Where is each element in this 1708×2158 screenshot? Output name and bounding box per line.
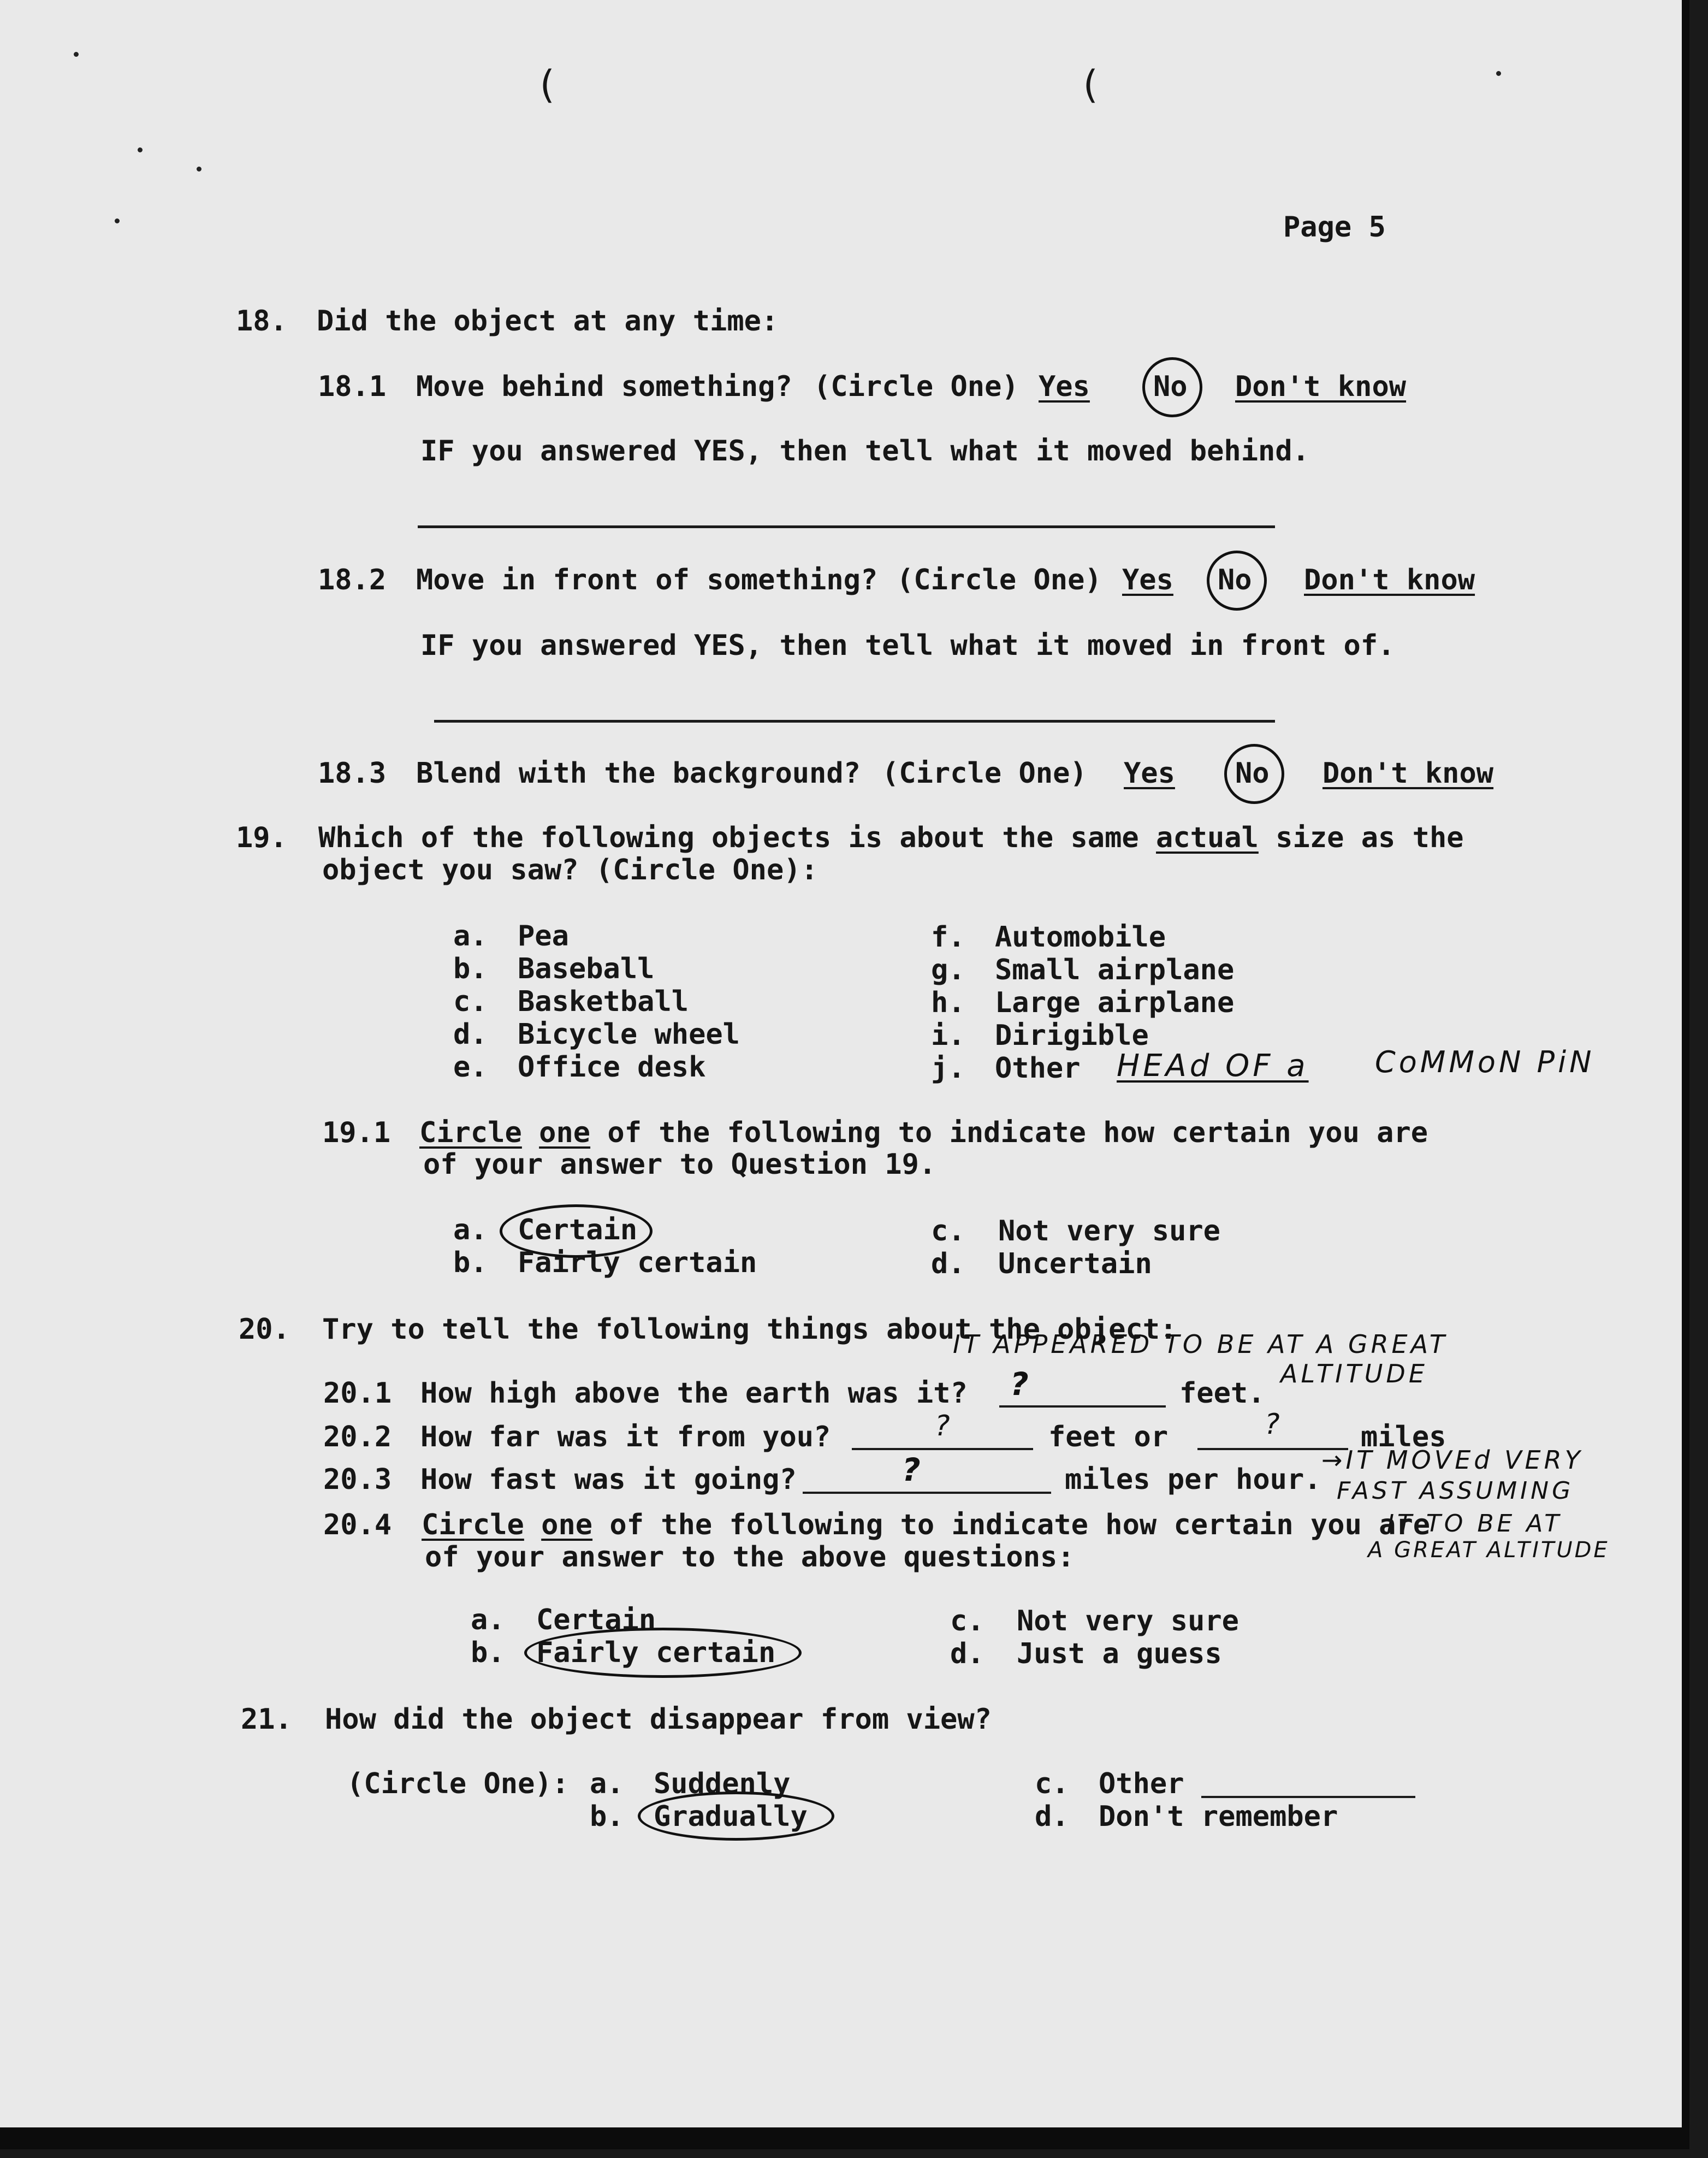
q19-option-b-letter: b.	[453, 953, 488, 985]
q18-3-number: 18.3	[318, 757, 387, 790]
q19-option-a[interactable]: Pea	[518, 920, 569, 953]
q20-4-option-b[interactable]: Fairly certain	[536, 1636, 776, 1669]
q19-1-one-word: one	[539, 1116, 591, 1149]
q18-text: Did the object at any time:	[317, 305, 779, 338]
q19-option-g-letter: g.	[931, 954, 965, 986]
q20-4-option-c[interactable]: Not very sure	[1017, 1605, 1239, 1637]
q21-option-d-letter: d.	[1035, 1800, 1069, 1833]
q19-other-handwritten-1: HEAd OF a	[1117, 1048, 1309, 1084]
q20-3-answer[interactable]: ?	[902, 1451, 924, 1488]
q20-2-answer-feet[interactable]: ?	[935, 1410, 953, 1442]
q20-1-answer[interactable]: ?	[1010, 1365, 1032, 1403]
q19-1-option-a-letter: a.	[453, 1214, 488, 1246]
q19-text-line2: object you saw? (Circle One):	[322, 854, 818, 886]
q19-option-i-letter: i.	[931, 1019, 965, 1052]
q21-text: How did the object disappear from view?	[325, 1703, 992, 1736]
q20-2-number: 20.2	[323, 1421, 392, 1453]
q18-3-dont-know[interactable]: Don't know	[1322, 757, 1494, 790]
q18-1-text: Move behind something?	[416, 370, 792, 403]
q18-3-text: Blend with the background?	[416, 757, 861, 790]
q19-option-e[interactable]: Office desk	[518, 1051, 706, 1084]
q18-1-number: 18.1	[318, 370, 387, 403]
q21-option-d[interactable]: Don't remember	[1099, 1800, 1338, 1833]
q19-1-circle-word: Circle	[419, 1116, 522, 1149]
q18-2-circle-instruction: (Circle One)	[897, 564, 1102, 596]
q18-2-answer-line[interactable]	[434, 720, 1275, 723]
q20-4-number: 20.4	[323, 1509, 392, 1541]
q18-3-yes[interactable]: Yes	[1124, 757, 1175, 790]
q19-text-line1	[318, 821, 1464, 854]
q20-2-unit: miles	[1361, 1421, 1446, 1453]
q20-4-option-a-letter: a.	[471, 1604, 505, 1636]
q19-text-pre: Which of the following objects is about the same	[318, 821, 1157, 854]
q19-option-i[interactable]: Dirigible	[995, 1019, 1149, 1052]
q19-1-text-line1	[419, 1116, 1428, 1149]
q19-option-h[interactable]: Large airplane	[995, 986, 1235, 1019]
q21-option-a-letter: a.	[590, 1767, 624, 1800]
q21-number: 21.	[241, 1703, 292, 1736]
q21-option-a[interactable]: Suddenly	[654, 1767, 791, 1800]
q20-4-option-b-letter: b.	[471, 1636, 505, 1669]
q19-other-handwritten-2: CoMMoN PiN	[1375, 1045, 1595, 1079]
scan-speck	[1496, 71, 1501, 76]
q20-4-one-word: one	[541, 1509, 593, 1541]
q20-2-answer-miles[interactable]: ?	[1265, 1408, 1283, 1441]
q18-2-no[interactable]: No	[1218, 564, 1252, 596]
q21-option-b[interactable]: Gradually	[654, 1800, 808, 1833]
q20-handwritten-note-2: ALTITUDE	[1280, 1359, 1428, 1388]
q19-option-a-letter: a.	[453, 920, 488, 953]
q19-1-option-d-letter: d.	[931, 1247, 965, 1280]
q20-1-number: 20.1	[323, 1377, 392, 1410]
q20-speed-note-2: FAST ASSUMING	[1337, 1477, 1574, 1505]
q19-1-text-post: of the following to indicate how certain you are	[590, 1116, 1428, 1149]
q19-1-option-d[interactable]: Uncertain	[998, 1247, 1152, 1280]
q18-2-followup: IF you answered YES, then tell what it moved in front of.	[420, 629, 1395, 662]
q19-option-f-letter: f.	[931, 921, 965, 954]
q20-speed-note-1: →IT MOVEd VERY	[1321, 1445, 1584, 1475]
q19-option-b[interactable]: Baseball	[518, 953, 655, 985]
q18-1-circle-instruction: (Circle One)	[814, 370, 1019, 403]
q19-option-g[interactable]: Small airplane	[995, 954, 1235, 986]
q19-1-option-c[interactable]: Not very sure	[998, 1215, 1220, 1247]
q19-option-j-letter: j.	[931, 1052, 965, 1085]
q20-2-text: How far was it from you?	[420, 1421, 831, 1453]
q19-option-c[interactable]: Basketball	[518, 985, 689, 1018]
scan-mark-right: (	[1078, 62, 1102, 107]
q18-number: 18.	[236, 305, 287, 338]
q20-4-option-b-circle-mark	[524, 1628, 802, 1678]
q20-1-unit: feet.	[1179, 1377, 1265, 1410]
q18-1-no[interactable]: No	[1153, 370, 1188, 403]
q18-1-dont-know[interactable]: Don't know	[1235, 370, 1407, 403]
q18-3-no[interactable]: No	[1235, 757, 1270, 790]
q21-option-c-letter: c.	[1035, 1767, 1069, 1800]
q18-1-answer-line[interactable]	[418, 525, 1275, 528]
q18-2-yes[interactable]: Yes	[1122, 564, 1173, 596]
q20-4-option-c-letter: c.	[950, 1605, 985, 1637]
q20-4-text-line1	[422, 1511, 1430, 1539]
scan-mark-left: (	[535, 62, 559, 107]
q20-speed-note-3: IT TO BE AT	[1387, 1510, 1563, 1538]
q21-option-b-letter: b.	[590, 1800, 624, 1833]
q20-handwritten-note-1: IT APPEARED TO BE AT A GREAT	[953, 1329, 1448, 1359]
q20-number: 20.	[239, 1313, 290, 1346]
q18-1-yes[interactable]: Yes	[1039, 370, 1090, 403]
q20-speed-note-4: A GREAT ALTITUDE	[1368, 1538, 1610, 1563]
q18-1-followup: IF you answered YES, then tell what it moved behind.	[420, 435, 1309, 468]
q20-3-unit: miles per hour.	[1065, 1463, 1321, 1496]
q20-4-option-a[interactable]: Certain	[536, 1604, 656, 1636]
q19-option-j[interactable]: Other	[995, 1052, 1081, 1085]
q19-number: 19.	[236, 821, 287, 854]
q19-1-option-a[interactable]: Certain	[518, 1214, 638, 1246]
q19-1-option-c-letter: c.	[931, 1215, 965, 1247]
q19-text-post: size as the	[1258, 821, 1464, 854]
q19-option-f[interactable]: Automobile	[995, 921, 1166, 954]
q20-1-text: How high above the earth was it?	[420, 1377, 968, 1410]
q20-text: Try to tell the following things about the object:	[322, 1313, 1177, 1346]
q19-option-c-letter: c.	[453, 985, 488, 1018]
q19-1-text-line2: of your answer to Question 19.	[423, 1148, 936, 1181]
q20-3-answer-line	[803, 1492, 1051, 1494]
q19-1-option-b[interactable]: Fairly certain	[518, 1246, 757, 1279]
q18-2-dont-know[interactable]: Don't know	[1304, 564, 1475, 596]
q20-4-text-post: of the following to indicate how certain you are	[592, 1509, 1431, 1541]
q20-3-number: 20.3	[323, 1463, 392, 1496]
q20-2-answer-feet-line	[852, 1448, 1033, 1450]
q20-4-option-d[interactable]: Just a guess	[1017, 1637, 1222, 1670]
q19-1-option-b-letter: b.	[453, 1246, 488, 1279]
q20-4-option-d-letter: d.	[950, 1637, 985, 1670]
q19-option-e-letter: e.	[453, 1051, 488, 1084]
q21-other-answer-line[interactable]	[1201, 1796, 1415, 1798]
q21-option-c[interactable]: Other	[1099, 1767, 1184, 1800]
q20-4-text-line2: of your answer to the above questions:	[425, 1541, 1075, 1574]
q21-circle-instruction: (Circle One):	[347, 1767, 569, 1800]
scan-speck	[115, 218, 120, 223]
scan-speck	[138, 147, 143, 152]
q20-3-text: How fast was it going?	[420, 1463, 797, 1496]
q18-2-no-circle-mark	[1207, 551, 1267, 611]
q19-1-number: 19.1	[322, 1116, 391, 1149]
q18-3-no-circle-mark	[1224, 744, 1284, 804]
q21-option-b-circle-mark	[638, 1792, 834, 1841]
q19-option-d-letter: d.	[453, 1018, 488, 1051]
q18-3-circle-instruction: (Circle One)	[882, 757, 1087, 790]
q19-option-d[interactable]: Bicycle wheel	[518, 1018, 740, 1051]
page-number: Page 5	[1283, 211, 1386, 244]
scan-speck	[74, 52, 79, 57]
q18-1-no-circle-mark	[1142, 357, 1202, 417]
q20-1-answer-line	[999, 1405, 1166, 1408]
q18-2-text: Move in front of something?	[416, 564, 878, 596]
q18-2-number: 18.2	[318, 564, 387, 596]
q20-4-circle-word: Circle	[422, 1509, 524, 1541]
q19-option-h-letter: h.	[931, 986, 965, 1019]
q19-text-emphasis: actual	[1156, 821, 1259, 854]
q20-2-mid-text: feet or	[1048, 1421, 1169, 1453]
scan-speck	[197, 167, 201, 172]
